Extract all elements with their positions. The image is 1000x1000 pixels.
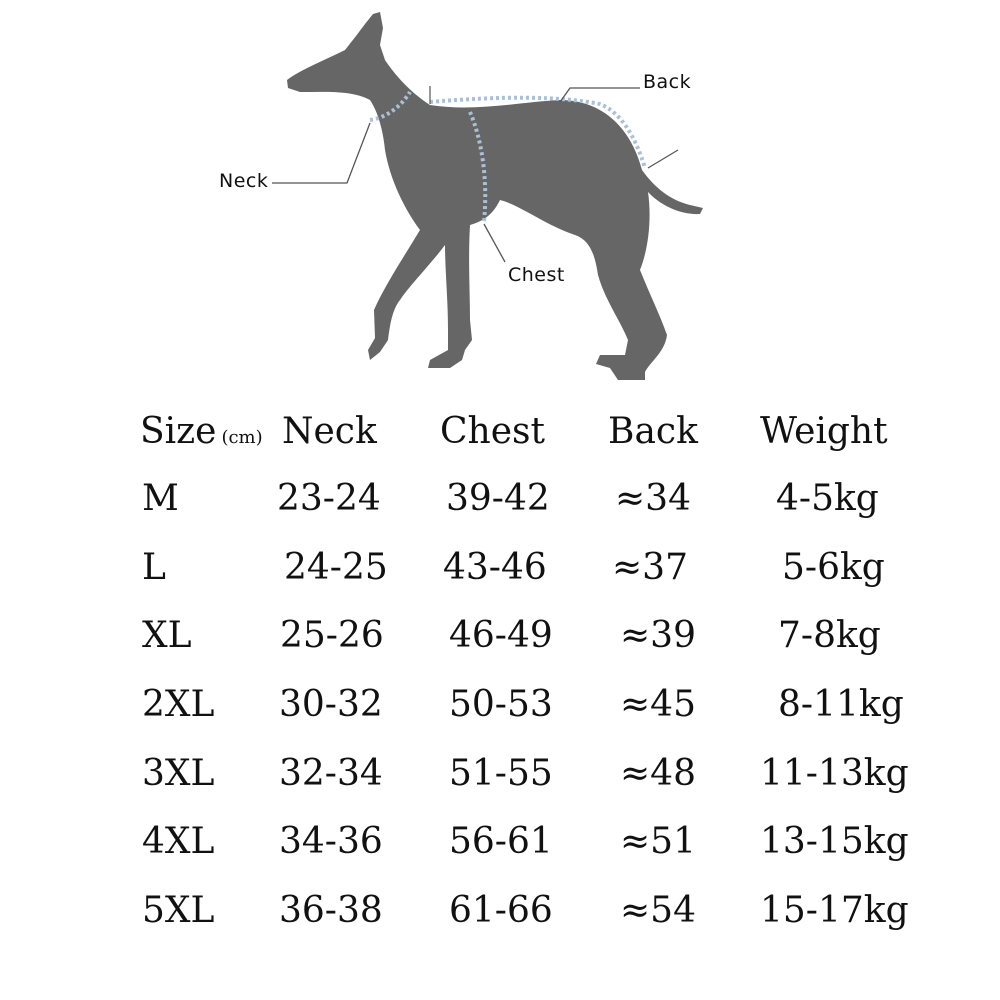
header-weight: Weight xyxy=(760,411,888,452)
row-size: L xyxy=(142,547,166,588)
row-back: ≈39 xyxy=(620,615,696,656)
row-chest: 56-61 xyxy=(449,821,553,862)
row-size: 2XL xyxy=(142,684,215,725)
row-chest: 61-66 xyxy=(449,890,553,931)
row-back: ≈51 xyxy=(620,821,696,862)
row-back: ≈54 xyxy=(620,890,696,931)
row-size: 3XL xyxy=(142,753,215,794)
row-chest: 50-53 xyxy=(449,684,553,725)
row-neck: 36-38 xyxy=(279,890,383,931)
chest-callout-label: Chest xyxy=(508,264,565,286)
row-neck: 30-32 xyxy=(279,684,383,725)
row-weight: 5-6kg xyxy=(782,547,885,588)
row-back: ≈34 xyxy=(615,478,691,519)
row-neck: 23-24 xyxy=(277,478,381,519)
row-back: ≈48 xyxy=(620,753,696,794)
neck-callout-label: Neck xyxy=(219,170,269,192)
row-size: M xyxy=(142,478,179,519)
row-weight: 8-11kg xyxy=(778,684,904,725)
row-weight: 7-8kg xyxy=(778,615,881,656)
row-neck: 34-36 xyxy=(279,821,383,862)
row-weight: 4-5kg xyxy=(776,478,879,519)
row-chest: 43-46 xyxy=(443,547,547,588)
row-chest: 46-49 xyxy=(449,615,553,656)
row-weight: 11-13kg xyxy=(760,753,909,794)
header-chest: Chest xyxy=(440,411,545,452)
row-size: XL xyxy=(142,615,192,656)
header-back: Back xyxy=(608,411,698,452)
header-neck: Neck xyxy=(282,411,377,452)
row-neck: 24-25 xyxy=(284,547,388,588)
row-neck: 25-26 xyxy=(280,615,384,656)
header-unit: (cm) xyxy=(221,427,263,448)
header-size xyxy=(140,411,263,452)
row-chest: 39-42 xyxy=(446,478,550,519)
header-size-label: Size xyxy=(140,411,217,452)
row-neck: 32-34 xyxy=(279,753,383,794)
row-chest: 51-55 xyxy=(449,753,553,794)
row-weight: 15-17kg xyxy=(760,890,909,931)
back-callout-label: Back xyxy=(643,71,692,93)
row-weight: 13-15kg xyxy=(760,821,909,862)
row-back: ≈45 xyxy=(620,684,696,725)
row-back: ≈37 xyxy=(612,547,688,588)
row-size: 5XL xyxy=(142,890,215,931)
row-size: 4XL xyxy=(142,821,215,862)
